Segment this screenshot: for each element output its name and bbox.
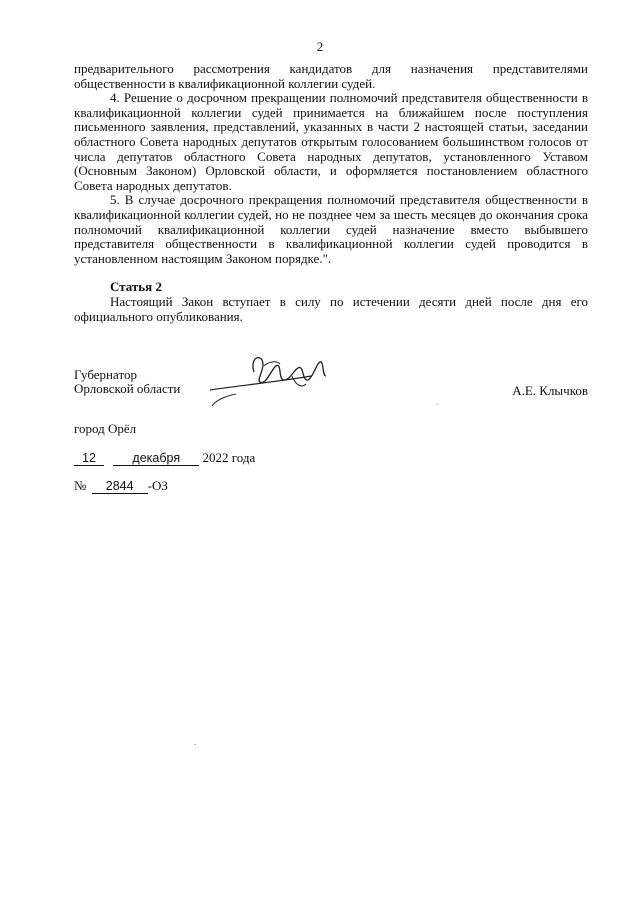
- date-month: декабря: [113, 452, 199, 466]
- scan-speck: [194, 744, 196, 745]
- date-day: 12: [74, 452, 104, 466]
- date-line: [74, 451, 255, 466]
- paragraph-continuation: предварительного рассмотрения кандидатов для назначения представителями общественности в квалификационной коллегии судей.: [74, 61, 588, 91]
- signer-position-line2: Орловской области: [74, 381, 181, 396]
- document-body: [74, 62, 588, 324]
- law-number-line: [74, 479, 168, 494]
- page-number: 2: [316, 39, 324, 54]
- law-number-prefix: №: [74, 478, 87, 493]
- city-line: город Орёл: [74, 421, 137, 436]
- date-year: 2022 года: [202, 450, 256, 465]
- paragraph-item-4: 4. Решение о досрочном прекращении полномочий представителя общественности в квалификационной коллегии судей принимается на ближайшем после поступления письменного заявления, представлений, указанных в части 2 настоящей статьи, заседании областного Совета народных депутатов открытым голосованием большинством голосов от числа депутатов областного Совета народных депутатов, установленного Уставом (Основным Законом) Орловской области, и оформляется постановлением областного Совета народных депутатов.: [74, 90, 588, 193]
- article-heading: Статья 2: [110, 279, 162, 295]
- law-number-suffix: -ОЗ: [147, 478, 168, 493]
- signer-position-line1: Губернатор: [74, 367, 137, 382]
- paragraph-article-2: Настоящий Закон вступает в силу по истечении десяти дней после дня его официального опубликования.: [74, 293, 588, 324]
- law-number: 2844: [92, 480, 148, 494]
- paragraph-item-5: 5. В случае досрочного прекращения полномочий представителя общественности в квалификационной коллегии судей, но не позднее чем за шесть месяцев до окончания срока полномочий квалификационной коллегии судей назначение вместо выбывшего представителя общественности в квалификационной коллегии судей проводится в установленном настоящим Законом порядке.".: [74, 192, 588, 266]
- signer-name: А.Е. Клычков: [512, 383, 588, 398]
- handwritten-signature: [206, 346, 346, 426]
- scan-speck: [436, 404, 438, 405]
